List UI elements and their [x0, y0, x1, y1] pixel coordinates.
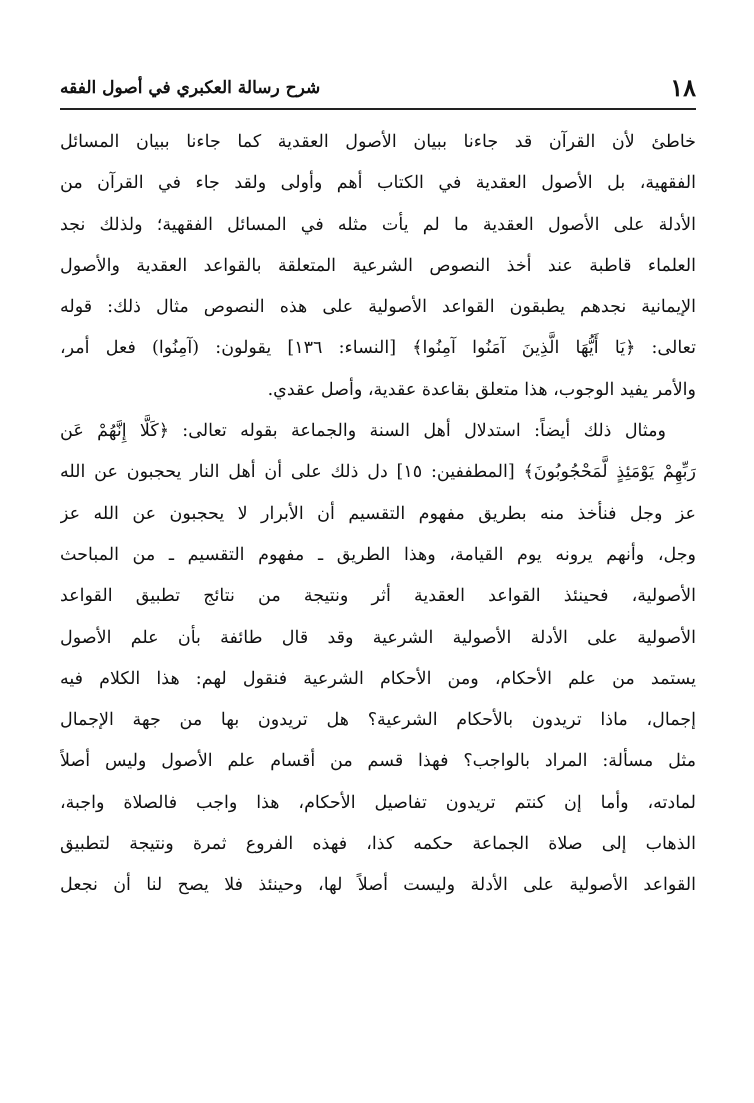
text-line: لمادته، وأما إن كنتم تريدون تفاصيل الأحكام، هذا واجب فالصلاة واجبة،: [60, 792, 696, 813]
text-line: مثل مسألة: المراد بالواجب؟ فهذا قسم من أقسام علم الأصول وليس أصلاً: [60, 751, 696, 772]
text-line: القواعد الأصولية على الأدلة وليست أصلاً لها، وحينئذ فلا يصح لنا أن نجعل: [60, 875, 696, 896]
text-line: عز وجل فنأخذ منه بطريق مفهوم التقسيم أن الأبرار لا يحجبون عن الله عز: [60, 503, 696, 524]
text-line: العلماء قاطبة عند أخذ النصوص الشرعية المتعلقة بالقواعد العقدية والأصول: [60, 255, 696, 276]
text-line: تعالى: ﴿يَا أَيُّهَا الَّذِينَ آمَنُوا آمِنُوا﴾ [النساء: ١٣٦] يقولون: (آمِنُوا) فعل أمر،: [60, 338, 696, 359]
text-line: الفقهية، بل الأصول العقدية في الكتاب أهم وأولى ولقد جاء في القرآن من: [60, 173, 696, 194]
text-line: يستمد من علم الأحكام، ومن الأحكام الشرعية فنقول لهم: هذا الكلام فيه: [60, 668, 696, 689]
text-line: الأصولية على الأدلة الأصولية الشرعية وقد قال طائفة بأن علم الأصول: [60, 627, 696, 648]
body-text: [60, 122, 696, 907]
text-line: وجل، وأنهم يرونه يوم القيامة، وهذا الطريق ـ مفهوم التقسيم ـ من المباحث: [60, 544, 696, 565]
text-line: الذهاب إلى صلاة الجماعة حكمه كذا، فهذه الفروع ثمرة ونتيجة لتطبيق: [60, 834, 696, 855]
text-line: الإيمانية نجدهم يطبقون القواعد الأصولية على هذه النصوص مثال ذلك: قوله: [60, 297, 696, 318]
text-line: إجمال، ماذا تريدون بالأحكام الشرعية؟ هل تريدون بها من جهة الإجمال: [60, 710, 696, 731]
text-line: الأدلة على الأصول العقدية ما لم يأت مثله في المسائل الفقهية؛ ولذلك نجد: [60, 214, 696, 235]
text-line: الأصولية، فحينئذ القواعد العقدية أثر ونتيجة من نتائج تطبيق القواعد: [60, 586, 696, 607]
text-line: ومثال ذلك أيضاً: استدلال أهل السنة والجماعة بقوله تعالى: ﴿كَلَّا إِنَّهُمْ عَن: [60, 421, 666, 442]
page-header: [60, 72, 696, 104]
text-line: رَبِّهِمْ يَوْمَئِذٍ لَّمَحْجُوبُونَ﴾ [المطففين: ١٥] دل ذلك على أن أهل النار يحجبون عن الله: [60, 462, 696, 483]
running-title: شرح رسالة العكبري في أصول الفقه: [60, 78, 321, 98]
header-divider: [60, 108, 696, 110]
page-number: ١٨: [670, 73, 696, 102]
text-line: خاطئ لأن القرآن قد جاءنا ببيان الأصول العقدية كما جاءنا ببيان المسائل: [60, 132, 696, 152]
text-line: والأمر يفيد الوجوب، هذا متعلق بقاعدة عقدية، وأصل عقدي.: [267, 379, 696, 400]
